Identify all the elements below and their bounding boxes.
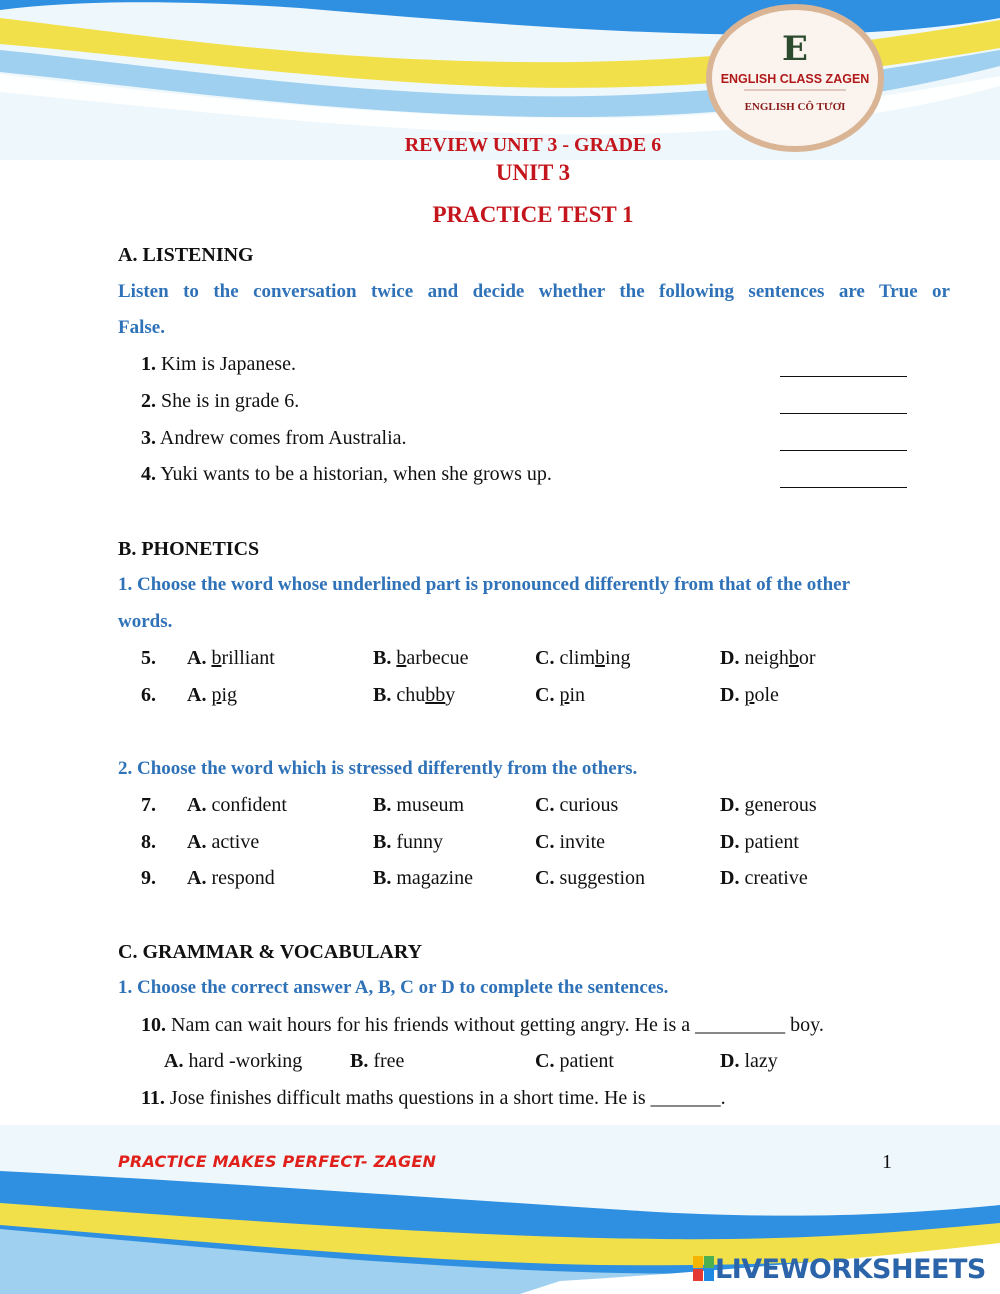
- listening-item-3: 3. Andrew comes from Australia.: [141, 427, 407, 449]
- option-c[interactable]: C. pin: [535, 684, 586, 706]
- listening-instruction-line1: Listen to the conversation twice and decide whether the following sentences are True or: [118, 281, 950, 302]
- question-11: 11. Jose finishes difficult maths questions in a short time. He is _______.: [141, 1087, 726, 1109]
- option-a[interactable]: A. active: [187, 831, 260, 853]
- listening-item-4: 4. Yuki wants to be a historian, when she grows up.: [141, 463, 552, 485]
- option-c[interactable]: C. suggestion: [535, 867, 646, 889]
- question-number: 5.: [141, 647, 156, 669]
- liveworksheets-brand: LIVEWORKSHEETS: [715, 1253, 986, 1285]
- option-d[interactable]: D. creative: [720, 867, 808, 889]
- listening-item-2: 2. She is in grade 6.: [141, 390, 300, 412]
- logo-letter: E: [782, 29, 808, 69]
- review-title: REVIEW UNIT 3 - GRADE 6: [404, 134, 662, 156]
- option-d[interactable]: D. pole: [720, 684, 779, 706]
- option-c[interactable]: C. invite: [535, 831, 605, 853]
- option-b[interactable]: B. free: [350, 1050, 405, 1072]
- option-a[interactable]: A. pig: [187, 684, 238, 706]
- logo-line2: ENGLISH CÔ TƯƠI: [744, 101, 846, 113]
- unit-title: UNIT 3: [495, 160, 571, 185]
- option-a[interactable]: A. brilliant: [187, 647, 275, 669]
- option-a[interactable]: A. hard -working: [164, 1050, 303, 1072]
- option-d[interactable]: D. neighbor: [720, 647, 816, 669]
- phonetics-heading: B. PHONETICS: [118, 538, 260, 560]
- option-a[interactable]: A. confident: [187, 794, 287, 816]
- question-number: 6.: [141, 684, 156, 706]
- answer-blank-2[interactable]: [780, 412, 907, 414]
- option-b[interactable]: B. barbecue: [373, 647, 469, 669]
- option-d[interactable]: D. lazy: [720, 1050, 778, 1072]
- phonetics-part1-line1: 1. Choose the word whose underlined part is pronounced differently from that of the other: [118, 574, 851, 595]
- answer-blank-3[interactable]: [780, 449, 907, 451]
- practice-test-title: PRACTICE TEST 1: [432, 202, 634, 227]
- live-badge-icon: [693, 1256, 715, 1282]
- page-number: 1: [882, 1151, 892, 1173]
- option-d[interactable]: D. patient: [720, 831, 799, 853]
- listening-heading: A. LISTENING: [118, 244, 254, 266]
- phonetics-part2-instruction: 2. Choose the word which is stressed differently from the others.: [118, 758, 638, 779]
- liveworksheets-logo[interactable]: [693, 1252, 986, 1286]
- option-a[interactable]: A. respond: [187, 867, 275, 889]
- option-b[interactable]: B. magazine: [373, 867, 473, 889]
- grammar-heading: C. GRAMMAR & VOCABULARY: [118, 941, 423, 963]
- option-c[interactable]: C. climbing: [535, 647, 631, 669]
- listening-instruction-line2: False.: [118, 317, 165, 338]
- option-b[interactable]: B. chubby: [373, 684, 456, 706]
- option-b[interactable]: B. museum: [373, 794, 465, 816]
- listening-item-1: 1. Kim is Japanese.: [141, 353, 296, 375]
- grammar-instruction: 1. Choose the correct answer A, B, C or D to complete the sentences.: [118, 977, 669, 998]
- logo-line1: ENGLISH CLASS ZAGEN: [720, 72, 870, 86]
- answer-blank-1[interactable]: [780, 375, 907, 377]
- option-c[interactable]: C. curious: [535, 794, 619, 816]
- option-b[interactable]: B. funny: [373, 831, 444, 853]
- question-number: 8.: [141, 831, 156, 853]
- question-number: 7.: [141, 794, 156, 816]
- option-d[interactable]: D. generous: [720, 794, 817, 816]
- question-number: 9.: [141, 867, 156, 889]
- option-c[interactable]: C. patient: [535, 1050, 614, 1072]
- answer-blank-4[interactable]: [780, 486, 907, 488]
- phonetics-part1-line2: words.: [118, 611, 173, 632]
- question-10: 10. Nam can wait hours for his friends without getting angry. He is a _________ boy.: [141, 1014, 824, 1036]
- footer-motto: PRACTICE MAKES PERFECT- ZAGEN: [118, 1152, 437, 1171]
- zagen-logo: [704, 2, 886, 154]
